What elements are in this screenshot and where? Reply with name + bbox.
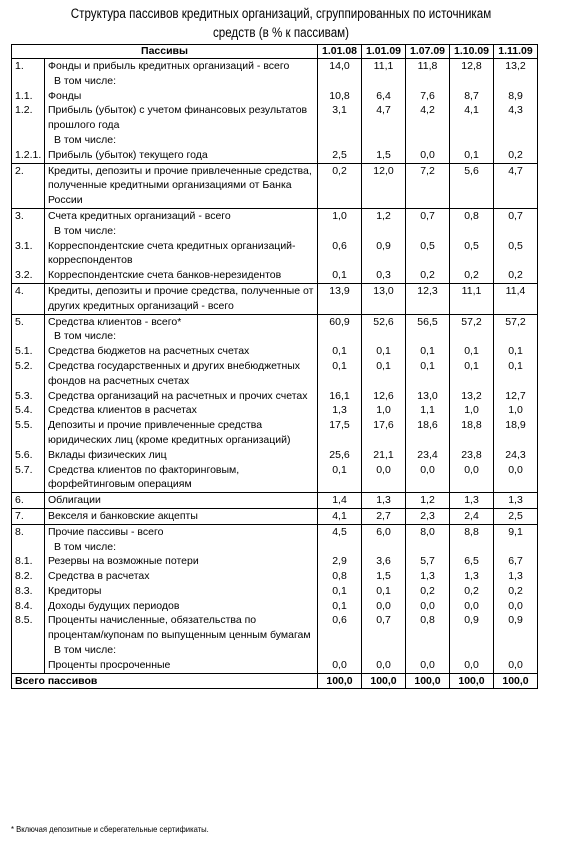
row-value [406,329,450,344]
table-header-row [12,45,538,59]
row-description: Корреспондентские счета кредитных организаций-корреспондентов [45,239,318,269]
table-row [12,599,538,614]
table-row [12,418,538,448]
row-code: 4. [12,283,45,314]
row-value: 4,1 [318,508,362,524]
row-code [12,658,45,673]
row-value: 0,1 [362,584,406,599]
row-value: 8,9 [494,89,538,104]
table-row [12,584,538,599]
row-description: Проценты начисленные, обязательства по процентам/купонам по выпущенным ценным бумагам [45,613,318,643]
row-description: Векселя и банковские акцепты [45,508,318,524]
row-description: Депозиты и прочие привлеченные средства юридических лиц (кроме кредитных организаций) [45,418,318,448]
row-description: Фонды и прибыль кредитных организаций - всего [45,59,318,74]
row-value: 0,0 [406,463,450,493]
row-value [362,643,406,658]
row-value: 7,2 [406,163,450,208]
row-value: 11,8 [406,59,450,74]
row-value [318,643,362,658]
row-description: Кредиты, депозиты и прочие средства, полученные от других кредитных организаций - всего [45,283,318,314]
table-row [12,314,538,329]
row-value: 1,0 [494,403,538,418]
row-value: 0,1 [318,599,362,614]
row-value: 1,0 [450,403,494,418]
row-value [450,133,494,148]
row-description: Средства организаций на расчетных и прочих счетах [45,389,318,404]
row-code: 3.2. [12,268,45,283]
row-description: Проценты просроченные [45,658,318,673]
row-value: 4,2 [406,103,450,133]
row-value: 0,1 [450,359,494,389]
row-value: 0,0 [494,463,538,493]
table-row [12,613,538,643]
row-value: 1,3 [362,493,406,509]
table-row [12,508,538,524]
row-value [494,133,538,148]
row-description: Кредиты, депозиты и прочие привлеченные средства, полученные кредитными организациями от Банка России [45,163,318,208]
row-code: 5. [12,314,45,329]
row-code: 5.3. [12,389,45,404]
row-value: 23,4 [406,448,450,463]
row-value: 0,1 [318,268,362,283]
row-value: 14,0 [318,59,362,74]
row-value: 23,8 [450,448,494,463]
row-description: Кредиторы [45,584,318,599]
row-value: 25,6 [318,448,362,463]
table-row [12,658,538,673]
row-subheading: В том числе: [54,330,117,343]
row-description [45,74,318,89]
row-description: Средства государственных и других внебюджетных фондов на расчетных счетах [45,359,318,389]
row-value: 2,5 [494,508,538,524]
table-row [12,493,538,509]
row-code: 1. [12,59,45,74]
row-value: 52,6 [362,314,406,329]
table-row [12,224,538,239]
total-row [12,673,538,689]
row-value: 0,0 [406,599,450,614]
row-value: 7,6 [406,89,450,104]
row-value: 1,2 [362,208,406,223]
row-value: 0,6 [318,239,362,269]
row-value: 0,2 [406,584,450,599]
row-description: Средства клиентов в расчетах [45,403,318,418]
row-description: Средства в расчетах [45,569,318,584]
row-value: 0,2 [494,148,538,163]
row-subheading: В том числе: [54,74,117,87]
row-value: 18,9 [494,418,538,448]
row-value [450,74,494,89]
row-value [362,74,406,89]
row-value: 21,1 [362,448,406,463]
table-row [12,359,538,389]
row-value: 56,5 [406,314,450,329]
row-value: 13,0 [362,283,406,314]
row-value: 0,2 [450,268,494,283]
row-value [494,643,538,658]
row-value: 1,3 [450,569,494,584]
row-value: 0,5 [494,239,538,269]
row-value: 2,5 [318,148,362,163]
row-value: 4,1 [450,103,494,133]
row-code: 6. [12,493,45,509]
row-value: 4,7 [494,163,538,208]
header-col-date: 1.10.09 [450,45,494,59]
row-value: 12,3 [406,283,450,314]
row-code: 5.5. [12,418,45,448]
row-code: 3.1. [12,239,45,269]
row-subheading: В том числе: [54,133,117,146]
table-body [12,59,538,674]
row-value: 0,1 [494,359,538,389]
row-code [12,329,45,344]
row-value: 1,5 [362,148,406,163]
row-description [45,540,318,555]
row-value: 0,0 [494,658,538,673]
row-value [406,540,450,555]
table-row [12,133,538,148]
total-value: 100,0 [406,673,450,689]
row-value: 6,7 [494,554,538,569]
row-description [45,133,318,148]
table-row [12,329,538,344]
row-code: 5.2. [12,359,45,389]
row-value: 0,9 [362,239,406,269]
row-code: 3. [12,208,45,223]
row-code [12,643,45,658]
row-value: 13,2 [494,59,538,74]
title-line-2: средств (в % к пассивам) [212,25,350,40]
row-value [494,540,538,555]
row-value [318,540,362,555]
row-value [494,329,538,344]
row-value: 0,0 [362,463,406,493]
row-value: 1,1 [406,403,450,418]
row-value: 6,0 [362,524,406,539]
table-row [12,268,538,283]
row-value: 13,0 [406,389,450,404]
row-value: 17,6 [362,418,406,448]
row-value: 10,8 [318,89,362,104]
row-value: 6,4 [362,89,406,104]
row-code: 2. [12,163,45,208]
total-value: 100,0 [494,673,538,689]
row-code: 1.2.1. [12,148,45,163]
footnote: * Включая депозитные и сберегательные сертификаты. [11,824,209,834]
row-value: 0,3 [362,268,406,283]
row-value: 1,3 [494,569,538,584]
row-code [12,540,45,555]
row-value: 18,8 [450,418,494,448]
row-value: 4,3 [494,103,538,133]
row-value: 0,0 [450,658,494,673]
row-value: 4,7 [362,103,406,133]
title-line-1: Структура пассивов кредитных организаций, сгруппированных по источникам [70,6,492,21]
total-value: 100,0 [318,673,362,689]
row-value: 12,0 [362,163,406,208]
row-value [362,133,406,148]
row-value [494,224,538,239]
row-value: 9,1 [494,524,538,539]
row-code: 1.2. [12,103,45,133]
table-row [12,403,538,418]
row-value: 0,2 [494,584,538,599]
page-title [39,4,522,42]
header-col-date: 1.01.09 [362,45,406,59]
row-value: 0,8 [450,208,494,223]
row-value [450,643,494,658]
row-description: Доходы будущих периодов [45,599,318,614]
row-value: 0,1 [450,148,494,163]
row-value: 0,1 [318,344,362,359]
table-row [12,208,538,223]
row-value: 2,3 [406,508,450,524]
row-description: Прибыль (убыток) с учетом финансовых результатов прошлого года [45,103,318,133]
total-value: 100,0 [362,673,406,689]
row-value: 24,3 [494,448,538,463]
table-row [12,148,538,163]
row-value: 0,2 [494,268,538,283]
row-value [450,329,494,344]
row-value [494,74,538,89]
row-value: 1,0 [362,403,406,418]
row-value: 11,1 [450,283,494,314]
row-value: 0,8 [318,569,362,584]
header-col-date: 1.01.08 [318,45,362,59]
total-label: Всего пассивов [12,673,318,689]
table-row [12,103,538,133]
row-value: 1,3 [406,569,450,584]
row-value: 4,5 [318,524,362,539]
row-value: 0,0 [450,599,494,614]
row-value: 16,1 [318,389,362,404]
row-value: 8,8 [450,524,494,539]
row-value: 18,6 [406,418,450,448]
row-value: 2,9 [318,554,362,569]
row-code: 8.2. [12,569,45,584]
total-value: 100,0 [450,673,494,689]
row-code: 7. [12,508,45,524]
row-value: 0,1 [450,344,494,359]
row-subheading: В том числе: [54,644,117,657]
table-row [12,524,538,539]
row-value: 11,1 [362,59,406,74]
row-value [362,540,406,555]
row-value [318,74,362,89]
row-value: 0,7 [362,613,406,643]
row-code: 8.5. [12,613,45,643]
row-subheading: В том числе: [54,540,117,553]
row-value: 13,2 [450,389,494,404]
row-code: 5.6. [12,448,45,463]
row-value: 12,8 [450,59,494,74]
row-value [318,133,362,148]
table-row [12,163,538,208]
row-value: 0,9 [494,613,538,643]
row-value [406,643,450,658]
row-value: 2,7 [362,508,406,524]
row-value: 0,1 [494,344,538,359]
row-value: 1,5 [362,569,406,584]
row-value: 11,4 [494,283,538,314]
row-value [450,540,494,555]
row-value: 0,0 [406,148,450,163]
row-value: 13,9 [318,283,362,314]
row-value: 0,5 [450,239,494,269]
table-row [12,540,538,555]
row-value: 0,5 [406,239,450,269]
row-value [406,74,450,89]
row-code: 5.7. [12,463,45,493]
row-code: 5.4. [12,403,45,418]
row-value: 3,6 [362,554,406,569]
row-value: 1,3 [450,493,494,509]
row-value: 0,0 [450,463,494,493]
row-value: 0,2 [318,163,362,208]
row-value: 0,0 [318,658,362,673]
row-value: 12,6 [362,389,406,404]
row-value: 8,0 [406,524,450,539]
table-row [12,448,538,463]
row-value: 0,0 [494,599,538,614]
row-value: 0,0 [406,658,450,673]
row-value: 0,1 [362,344,406,359]
row-value [362,224,406,239]
row-description: Счета кредитных организаций - всего [45,208,318,223]
row-value: 5,6 [450,163,494,208]
row-code [12,224,45,239]
row-code [12,133,45,148]
row-value: 17,5 [318,418,362,448]
row-code: 8.1. [12,554,45,569]
row-value: 0,8 [406,613,450,643]
row-value: 0,2 [450,584,494,599]
row-value: 8,7 [450,89,494,104]
row-subheading: В том числе: [54,224,117,237]
table-row [12,389,538,404]
header-label: Пассивы [12,45,318,59]
row-description: Облигации [45,493,318,509]
row-value: 0,1 [362,359,406,389]
header-col-date: 1.11.09 [494,45,538,59]
row-value: 0,6 [318,613,362,643]
row-value: 1,3 [494,493,538,509]
row-value: 0,0 [362,599,406,614]
row-code: 8. [12,524,45,539]
row-value: 0,7 [494,208,538,223]
liabilities-table [11,44,538,689]
table-row [12,239,538,269]
header-col-date: 1.07.09 [406,45,450,59]
table-row [12,569,538,584]
row-value [318,224,362,239]
table-row [12,59,538,74]
row-description: Вклады физических лиц [45,448,318,463]
row-description: Средства бюджетов на расчетных счетах [45,344,318,359]
row-description: Прибыль (убыток) текущего года [45,148,318,163]
table-row [12,344,538,359]
row-value: 57,2 [450,314,494,329]
row-description [45,224,318,239]
row-description: Средства клиентов по факторинговым, форфейтинговым операциям [45,463,318,493]
table-row [12,74,538,89]
row-value: 0,2 [406,268,450,283]
row-value: 0,1 [318,584,362,599]
row-value: 0,1 [318,463,362,493]
row-description [45,643,318,658]
row-value [406,224,450,239]
row-value: 12,7 [494,389,538,404]
row-value: 0,1 [318,359,362,389]
row-value: 0,1 [406,359,450,389]
row-code: 5.1. [12,344,45,359]
row-value [450,224,494,239]
row-code: 1.1. [12,89,45,104]
row-description [45,329,318,344]
row-value [318,329,362,344]
row-value: 1,3 [318,403,362,418]
table-row [12,554,538,569]
row-value: 57,2 [494,314,538,329]
table-row [12,283,538,314]
row-code: 8.3. [12,584,45,599]
row-value: 0,7 [406,208,450,223]
row-code [12,74,45,89]
row-value: 60,9 [318,314,362,329]
row-description: Средства клиентов - всего* [45,314,318,329]
row-description: Корреспондентские счета банков-нерезидентов [45,268,318,283]
row-value [362,329,406,344]
row-value: 6,5 [450,554,494,569]
row-description: Резервы на возможные потери [45,554,318,569]
table-row [12,89,538,104]
row-value [406,133,450,148]
table-row [12,463,538,493]
row-value: 1,4 [318,493,362,509]
row-code: 8.4. [12,599,45,614]
row-value: 1,2 [406,493,450,509]
row-value: 0,9 [450,613,494,643]
row-value: 0,1 [406,344,450,359]
row-value: 0,0 [362,658,406,673]
row-value: 2,4 [450,508,494,524]
row-description: Прочие пассивы - всего [45,524,318,539]
row-value: 1,0 [318,208,362,223]
table-row [12,643,538,658]
row-description: Фонды [45,89,318,104]
row-value: 3,1 [318,103,362,133]
row-value: 5,7 [406,554,450,569]
